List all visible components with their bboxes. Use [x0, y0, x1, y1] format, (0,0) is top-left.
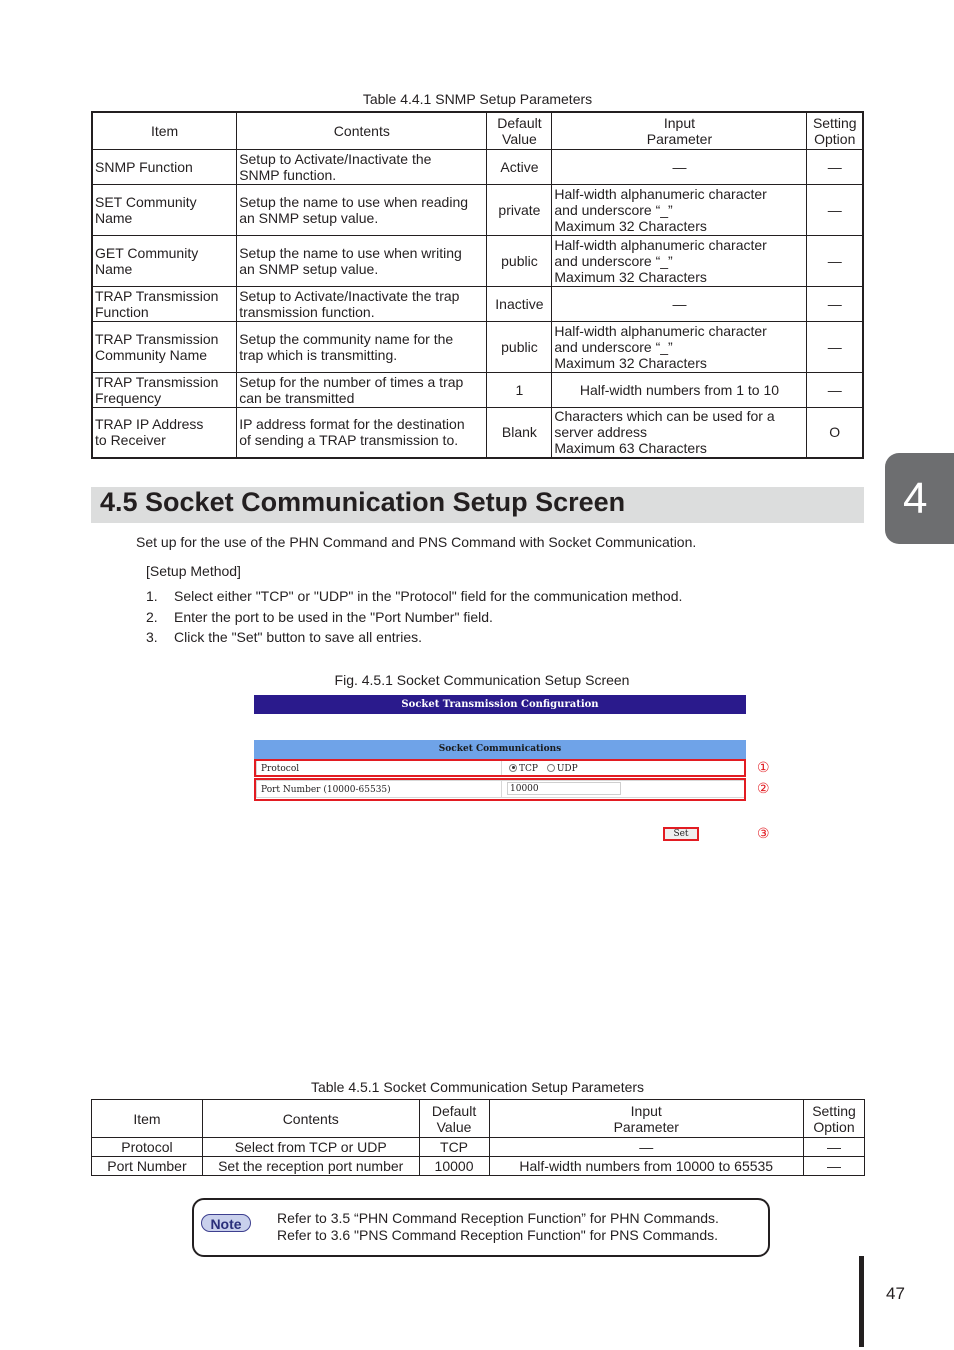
cell-input: Half-width numbers from 1 to 10 [552, 372, 807, 407]
cell-item: SET Community Name [92, 184, 237, 235]
note-badge: Note [201, 1214, 251, 1232]
note-text [277, 1210, 719, 1244]
cell-input: Half-width alphanumeric character and underscore “_” Maximum 32 Characters [552, 321, 807, 372]
marker-3: ③ [757, 825, 770, 841]
note-line: Refer to 3.6 "PNS Command Reception Function" for PNS Commands. [277, 1227, 719, 1243]
header-default: Default Value [419, 1100, 489, 1138]
step-number: 1. [146, 588, 158, 604]
table-row [92, 149, 863, 184]
table-header-row [92, 112, 863, 149]
chapter-tab: 4 [885, 453, 954, 544]
cell-default: 10000 [419, 1157, 489, 1176]
cell-contents: Setup the name to use when writing an SNMP setup value. [237, 235, 487, 286]
header-item: Item [92, 112, 237, 149]
cell-default: public [487, 235, 552, 286]
header-input: Input Parameter [552, 112, 807, 149]
header-setting: Setting Option [803, 1100, 864, 1138]
marker-2: ② [757, 780, 770, 796]
cell-input: Half-width numbers from 10000 to 65535 [489, 1157, 803, 1176]
table-header-row [92, 1100, 865, 1138]
snmp-parameters-table [91, 111, 864, 459]
cell-option: — [807, 235, 863, 286]
cell-default: Blank [487, 407, 552, 458]
section-title: 4.5 Socket Communication Setup Screen [100, 487, 626, 517]
cell-input: — [489, 1138, 803, 1157]
protocol-option-udp[interactable]: UDP [547, 764, 578, 774]
step-text: Select either "TCP" or "UDP" in the "Protocol" field for the communication method. [174, 588, 683, 604]
cell-item: Protocol [92, 1138, 203, 1157]
cell-contents: Set the reception port number [202, 1157, 419, 1176]
table-row [92, 1138, 865, 1157]
header-setting: Setting Option [807, 112, 863, 149]
panel-header: Socket Communications [254, 740, 746, 759]
cell-option: — [807, 286, 863, 321]
cell-item: TRAP IP Address to Receiver [92, 407, 237, 458]
cell-input: Characters which can be used for a server address Maximum 63 Characters [552, 407, 807, 458]
cell-contents: Select from TCP or UDP [202, 1138, 419, 1157]
port-highlight [254, 778, 746, 801]
cell-default: private [487, 184, 552, 235]
cell-option: — [803, 1138, 864, 1157]
cell-contents: Setup to Activate/Inactivate the SNMP function. [237, 149, 487, 184]
figure-caption: Fig. 4.5.1 Socket Communication Setup Screen [334, 672, 630, 688]
note-line: Refer to 3.5 “PHN Command Reception Function” for PHN Commands. [277, 1210, 719, 1226]
cell-default: public [487, 321, 552, 372]
header-contents: Contents [237, 112, 487, 149]
step-text: Click the "Set" button to save all entries. [174, 629, 423, 645]
cell-default: Active [487, 149, 552, 184]
header-contents: Contents [202, 1100, 419, 1138]
socket-parameters-table [91, 1099, 865, 1176]
port-number-input[interactable]: 10000 [507, 782, 621, 795]
table-row [92, 372, 863, 407]
marker-1: ① [757, 759, 770, 775]
header-input: Input Parameter [489, 1100, 803, 1138]
step-number: 2. [146, 609, 158, 625]
header-item: Item [92, 1100, 203, 1138]
cell-option: — [807, 149, 863, 184]
table-row [92, 321, 863, 372]
cell-option: — [807, 372, 863, 407]
page-number-rule [859, 1256, 864, 1347]
table-row [92, 184, 863, 235]
table-row [92, 286, 863, 321]
cell-input: — [552, 286, 807, 321]
header-default: Default Value [487, 112, 552, 149]
cell-contents: Setup to Activate/Inactivate the trap transmission function. [237, 286, 487, 321]
snmp-table-caption: Table 4.4.1 SNMP Setup Parameters [362, 91, 593, 107]
table-row [92, 1157, 865, 1176]
window-title-bar: Socket Transmission Configuration [254, 695, 746, 714]
cell-input: Half-width alphanumeric character and underscore “_” Maximum 32 Characters [552, 235, 807, 286]
cell-input: — [552, 149, 807, 184]
step-number: 3. [146, 629, 158, 645]
page-number: 47 [886, 1284, 905, 1303]
cell-contents: Setup for the number of times a trap can be transmitted [237, 372, 487, 407]
intro-text: Set up for the use of the PHN Command and PNS Command with Socket Communication. [136, 534, 697, 550]
cell-option: — [807, 184, 863, 235]
cell-default: TCP [419, 1138, 489, 1157]
protocol-option-tcp[interactable]: TCP [509, 764, 538, 774]
cell-contents: Setup the name to use when reading an SNMP setup value. [237, 184, 487, 235]
cell-item: TRAP Transmission Community Name [92, 321, 237, 372]
table-row [92, 235, 863, 286]
protocol-label: Protocol [261, 764, 300, 774]
cell-item: GET Community Name [92, 235, 237, 286]
set-button[interactable]: Set [663, 827, 699, 841]
cell-item: TRAP Transmission Frequency [92, 372, 237, 407]
cell-input: Half-width alphanumeric character and underscore “_” Maximum 32 Characters [552, 184, 807, 235]
cell-option: O [807, 407, 863, 458]
setup-method-label: [Setup Method] [146, 563, 241, 579]
port-label: Port Number (10000-65535) [261, 785, 391, 795]
protocol-highlight [254, 759, 746, 777]
cell-option: — [807, 321, 863, 372]
cell-item: Port Number [92, 1157, 203, 1176]
cell-default: Inactive [487, 286, 552, 321]
socket-table-caption: Table 4.5.1 Socket Communication Setup Parameters [310, 1079, 645, 1095]
cell-contents: IP address format for the destination of sending a TRAP transmission to. [237, 407, 487, 458]
cell-option: — [803, 1157, 864, 1176]
step-text: Enter the port to be used in the "Port Number" field. [174, 609, 493, 625]
cell-item: SNMP Function [92, 149, 237, 184]
cell-item: TRAP Transmission Function [92, 286, 237, 321]
cell-contents: Setup the community name for the trap which is transmitting. [237, 321, 487, 372]
table-row [92, 407, 863, 458]
cell-default: 1 [487, 372, 552, 407]
